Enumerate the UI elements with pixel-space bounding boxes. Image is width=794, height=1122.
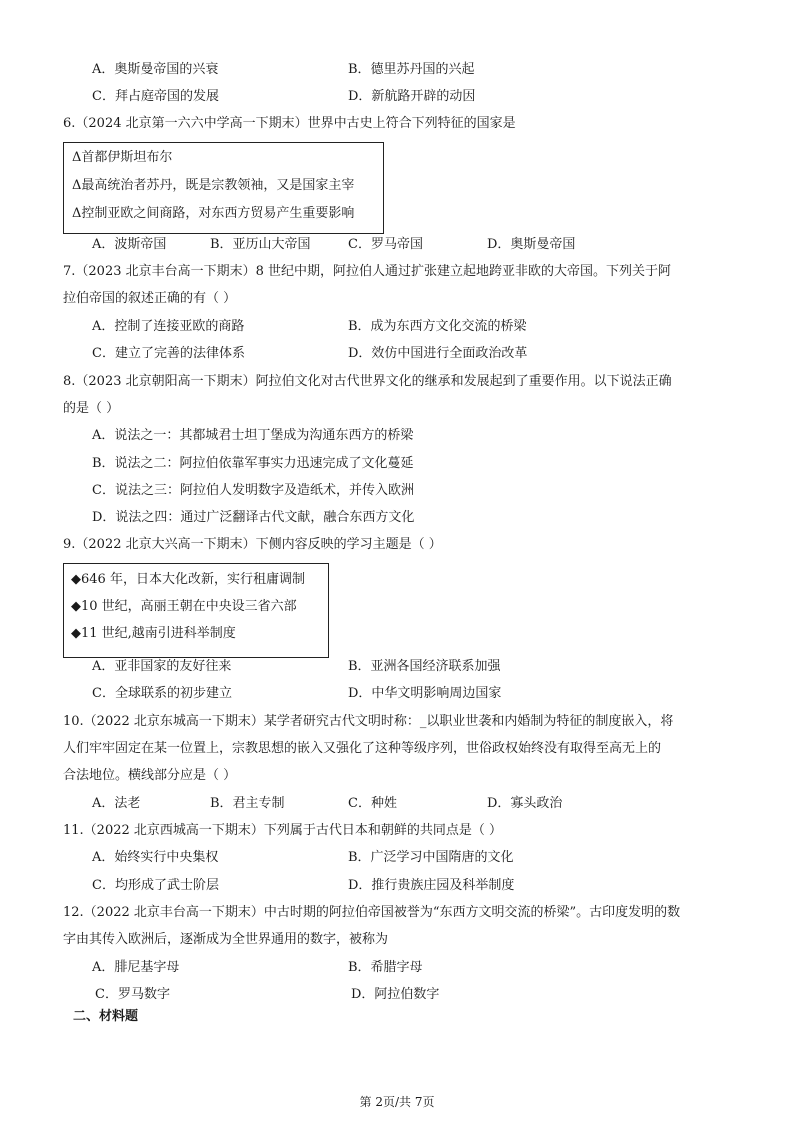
q9-option-a: A．亚非国家的友好往来 [92,659,232,674]
page-number: 第 2页/共 7页 [359,1095,435,1109]
q6-option-b: B．亚历山大帝国 [210,237,311,252]
q11-option-d: D．推行贵族庄园及科举制度 [348,878,515,893]
q5-option-c: C．拜占庭帝国的发展 [92,89,219,104]
q6-option-d: D．奥斯曼帝国 [487,237,576,252]
q8-stem-line-1: 8.（2023 北京朝阳高一下期末）阿拉伯文化对古代世界文化的继承和发展起到了重要作用。以下说法正确 [63,374,672,389]
q6-option-c: C．罗马帝国 [348,237,423,252]
q7-stem-line-2: 拉伯帝国的叙述正确的有（ ） [63,291,237,306]
q5-option-b: B．德里苏丹国的兴起 [348,62,475,77]
q6-feature-2: Δ最高统治者苏丹，既是宗教领袖，又是国家主宰 [72,178,355,193]
q6-stem: 6.（2024 北京第一六六中学高一下期末）世界中古史上符合下列特征的国家是 [63,116,516,131]
q8-option-c: C．说法之三：阿拉伯人发明数字及造纸术，并传入欧洲 [92,483,414,498]
q7-option-b: B．成为东西方文化交流的桥梁 [348,319,527,334]
q10-stem-line-2: 人们牢牢固定在某一位置上，宗教思想的嵌入又强化了这种等级序列，世俗政权始终没有取得至高无上的 [63,741,662,756]
q9-item-3: ◆11 世纪,越南引进科举制度 [71,626,236,641]
q8-stem-line-2: 的是（ ） [63,401,120,416]
q10-option-d: D．寡头政治 [487,796,563,811]
q12-option-b: B．希腊字母 [348,960,423,975]
q11-option-b: B．广泛学习中国隋唐的文化 [348,850,514,865]
q8-option-a: A．说法之一：其都城君士坦丁堡成为沟通东西方的桥梁 [92,428,414,443]
q11-option-a: A．始终实行中央集权 [92,850,219,865]
q6-option-a: A．波斯帝国 [92,237,167,252]
q8-option-b: B．说法之二：阿拉伯依靠军事实力迅速完成了文化蔓延 [92,456,414,471]
q6-feature-1: Δ首都伊斯坦布尔 [72,150,173,165]
q12-option-d: D．阿拉伯数字 [351,987,440,1002]
q10-stem-line-3: 合法地位。横线部分应是（ ） [63,768,237,783]
q7-option-d: D．效仿中国进行全面政治改革 [348,346,528,361]
q9-option-d: D．中华文明影响周边国家 [348,686,502,701]
q12-option-c: C．罗马数字 [95,987,170,1002]
q9-item-2: ◆10 世纪，高丽王朝在中央设三省六部 [71,599,297,614]
q9-content-box [63,563,329,658]
q9-item-1: ◆646 年，日本大化改新，实行租庸调制 [71,572,305,587]
q5-option-d: D．新航路开辟的动因 [348,89,476,104]
q7-option-c: C．建立了完善的法律体系 [92,346,245,361]
q10-option-b: B．君主专制 [210,796,285,811]
q11-stem: 11.（2022 北京西城高一下期末）下列属于古代日本和朝鲜的共同点是（ ） [63,823,503,838]
q12-stem-line-2: 字由其传入欧洲后，逐渐成为全世界通用的数字，被称为 [63,932,389,947]
q8-option-d: D．说法之四：通过广泛翻译古代文献，融合东西方文化 [92,510,415,525]
q6-feature-box [63,142,384,234]
q12-option-a: A．腓尼基字母 [92,960,180,975]
q9-option-b: B．亚洲各国经济联系加强 [348,659,501,674]
q10-option-c: C．种姓 [348,796,397,811]
q11-option-c: C．均形成了武士阶层 [92,878,219,893]
q9-stem: 9.（2022 北京大兴高一下期末）下侧内容反映的学习主题是（ ） [63,537,442,552]
section-title: 二、材料题 [73,1009,139,1024]
q10-option-a: A．法老 [92,796,141,811]
q10-stem-line-1: 10.（2022 北京东城高一下期末）某学者研究古代文明时称：_以职业世袭和内婚制为特征的制度嵌入，将 [63,714,674,729]
q9-option-c: C．全球联系的初步建立 [92,686,232,701]
q7-stem-line-1: 7.（2023 北京丰台高一下期末）8 世纪中期，阿拉伯人通过扩张建立起地跨亚非欧的大帝国。下列关于阿 [63,264,672,279]
q6-feature-3: Δ控制亚欧之间商路，对东西方贸易产生重要影响 [72,206,355,221]
q7-option-a: A．控制了连接亚欧的商路 [92,319,245,334]
q12-stem-line-1: 12.（2022 北京丰台高一下期末）中古时期的阿拉伯帝国被誉为“东西方文明交流的桥梁”。古印度发明的数 [63,905,681,920]
q5-option-a: A．奥斯曼帝国的兴衰 [92,62,219,77]
